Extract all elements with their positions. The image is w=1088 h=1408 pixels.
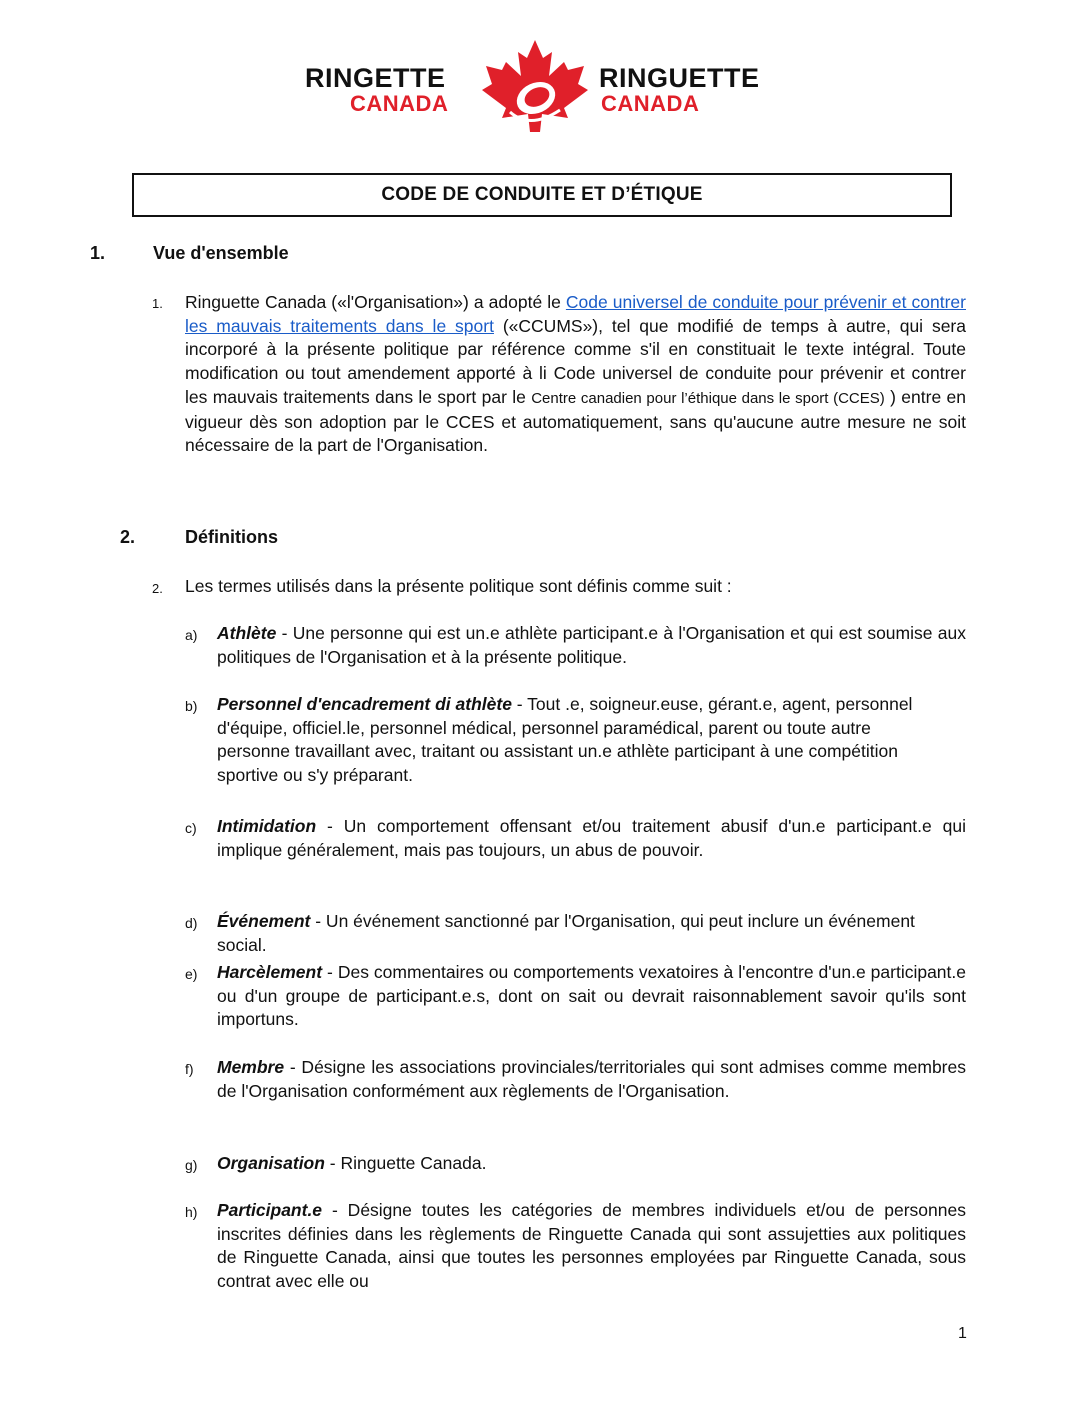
- definition-bullying: [217, 815, 966, 862]
- definition-letter: f): [185, 1061, 194, 1077]
- ccums-link[interactable]: Code universel de conduite pour prévenir et contrer les mauvais traitements dans le sport: [185, 292, 966, 336]
- definition-term: Athlète: [217, 623, 277, 643]
- definition-term: Organisation: [217, 1153, 325, 1173]
- logo-french-wordmark: [599, 64, 760, 116]
- definition-letter: a): [185, 627, 198, 643]
- paragraph-1-cces-text: Centre canadien pour l’éthique dans le sport (CCES): [531, 389, 885, 407]
- definition-letter: h): [185, 1204, 198, 1220]
- document-title-box: [132, 173, 952, 217]
- definition-text: - Un événement sanctionné par l'Organisation, qui peut inclure un événement social.: [217, 911, 915, 955]
- definition-term: Événement: [217, 911, 311, 931]
- logo-english-wordmark: [305, 64, 448, 116]
- definition-text: - Désigne toutes les catégories de membres individuels et/ou de personnes inscrites définies dans les règlements de Ringuette Canada qui sont assujetties aux politiques de Ringuette Canada, ainsi que toutes les personnes employées par Ringuette Canada, sous contrat avec elle ou: [217, 1200, 966, 1292]
- paragraph-2-intro: Les termes utilisés dans la présente politique sont définis comme suit :: [185, 576, 732, 596]
- definition-letter: b): [185, 698, 198, 714]
- section-2-number: 2.: [120, 527, 136, 547]
- definition-participant: [217, 1199, 966, 1294]
- definition-term: Intimidation: [217, 816, 317, 836]
- definition-letter: e): [185, 966, 198, 982]
- definition-athlete-support-personnel: [217, 693, 937, 788]
- ringette-canada-logo: [305, 38, 785, 134]
- definition-term: Personnel d'encadrement di athlète: [217, 694, 512, 714]
- definition-text: - Un comportement offensant et/ou traitement abusif d'un.e participant.e qui implique généralement, mais pas toujours, un abus de pouvoir.: [217, 816, 966, 860]
- paragraph-1-text-b: («CCUMS»), tel que modifié de temps à autre, qui sera incorporé à la présente politique par référence comme s'il en constituait le texte intégral. Toute modification ou tout amendement apporté à li Code universel de conduite pour prévenir et contrer les mauvais traitements dans le sport par le: [185, 315, 966, 407]
- section-2-title: Définitions: [185, 527, 278, 547]
- logo-en-line1: RINGETTE: [305, 63, 446, 93]
- definition-organization: [217, 1152, 966, 1176]
- definition-term: Participant.e: [217, 1200, 323, 1220]
- definition-text: - Une personne qui est un.e athlète participant.e à l'Organisation et qui est soumise aux politiques de l'Organisation et à la présente politique.: [217, 623, 966, 667]
- logo-en-line2: CANADA: [350, 91, 449, 116]
- section-1-number: 1.: [90, 243, 106, 263]
- definition-text: - Ringuette Canada.: [324, 1153, 487, 1173]
- definition-term: Harcèlement: [217, 962, 323, 982]
- section-1-title: Vue d'ensemble: [153, 243, 289, 263]
- paragraph-1-number: 1.: [152, 296, 163, 311]
- logo-fr-line1: RINGUETTE: [599, 63, 760, 93]
- definition-event: [217, 910, 962, 957]
- definition-letter: d): [185, 915, 198, 931]
- paragraph-1-text-c: ) entre en vigueur dès son adoption par le CCES et automatiquement, sans qu'aucune autre mesure ne soit nécessaire de la part de l'Organisation.: [185, 386, 966, 456]
- definition-athlete: [217, 622, 966, 669]
- definition-letter: g): [185, 1157, 198, 1173]
- definition-member: [217, 1056, 966, 1103]
- maple-leaf-ring-icon: [480, 38, 590, 134]
- page-number: 1: [958, 1325, 967, 1342]
- definition-letter: c): [185, 820, 197, 836]
- document-title: CODE DE CONDUITE ET D’ÉTIQUE: [381, 184, 703, 205]
- definition-text: - Tout .e, soigneur.euse, gérant.e, agent, personnel d'équipe, officiel.le, personnel médical, personnel paramédical, parent ou toute autre personne travaillant avec, traitant ou assistant un.e athlète participant à une compétition sportive ou s'y préparant.: [217, 694, 913, 786]
- definition-harassment: [217, 961, 966, 1032]
- paragraph-2-number: 2.: [152, 581, 163, 596]
- definition-text: - Des commentaires ou comportements vexatoires à l'encontre d'un.e participant.e ou d'un groupe de participant.e.s, dont on sait ou devrait raisonnablement savoir qu'ils sont importuns.: [217, 962, 966, 1030]
- paragraph-1-text-a: Ringuette Canada («l'Organisation») a adopté le: [185, 292, 566, 312]
- logo-fr-line2: CANADA: [601, 91, 700, 116]
- definition-text: - Désigne les associations provinciales/territoriales qui sont admises comme membres de l'Organisation conformément aux règlements de l'Organisation.: [217, 1057, 966, 1101]
- paragraph-1: [185, 291, 966, 458]
- definition-term: Membre: [217, 1057, 285, 1077]
